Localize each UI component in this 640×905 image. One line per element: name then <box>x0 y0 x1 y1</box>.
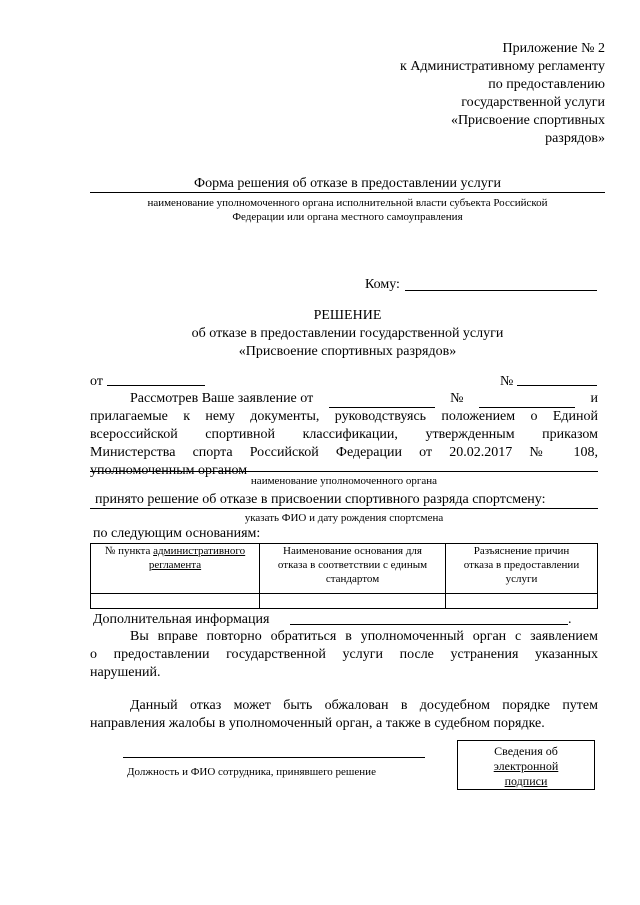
col2-line: Наименование основания для <box>283 545 422 557</box>
table-row <box>91 594 598 609</box>
decision-subtitle: «Присвоение спортивных разрядов» <box>238 344 457 359</box>
appendix-line: Приложение № 2 <box>502 41 605 56</box>
authority-caption-line: Федерации или органа местного самоуправления <box>232 211 463 223</box>
appendix-line: по предоставлению <box>488 77 605 92</box>
decision-subtitle: об отказе в предоставлении государственной услуги <box>191 326 504 341</box>
athlete-line[interactable] <box>90 508 598 509</box>
table-cell[interactable] <box>91 594 260 609</box>
decision-line: принято решение об отказе в присвоении спортивного разряда спортсмену: <box>95 492 546 507</box>
col1-prefix: № пункта <box>104 545 154 557</box>
appeal-paragraph <box>90 697 598 733</box>
reapply-line: Вы вправе повторно обратиться в уполномоченный орган с заявлением <box>130 629 598 644</box>
recipient-field[interactable] <box>405 290 597 291</box>
body-paragraph <box>90 390 598 480</box>
esign-line: Сведения об <box>494 744 558 758</box>
signature-line[interactable] <box>123 757 425 758</box>
date-label: от <box>90 374 103 389</box>
body-text: № <box>450 391 464 406</box>
col2-line: стандартом <box>325 573 380 585</box>
body-text: и <box>590 391 598 406</box>
application-number-field[interactable] <box>479 394 575 408</box>
decision-title: РЕШЕНИЕ <box>313 308 382 323</box>
col3-line: услуги <box>505 573 538 585</box>
table-header-row <box>91 544 598 594</box>
signature-caption: Должность и ФИО сотрудника, принявшего решение <box>127 766 376 778</box>
body-line-1 <box>90 390 598 408</box>
authority-name-line[interactable] <box>90 471 598 472</box>
table-cell[interactable] <box>446 594 598 609</box>
decision-title-block <box>90 307 605 361</box>
reapply-line: нарушений. <box>90 665 161 680</box>
reapply-line: о предоставлении государственной услуги после устранения указанных <box>90 647 598 662</box>
table-header-cell <box>260 544 446 594</box>
body-line: уполномоченным органом <box>90 463 248 478</box>
number-field[interactable] <box>517 385 597 386</box>
col1-line2[interactable]: регламента <box>148 559 202 571</box>
appendix-line: к Административному регламенту <box>400 59 605 74</box>
authority-caption-line: наименование уполномоченного органа исполнительной власти субъекта Российской <box>147 197 548 209</box>
grounds-label: по следующим основаниям: <box>93 526 261 541</box>
form-title: Форма решения об отказе в предоставлении услуги <box>194 176 501 191</box>
grounds-table <box>90 543 598 609</box>
esign-line: подписи <box>504 774 548 788</box>
table-cell[interactable] <box>260 594 446 609</box>
reapply-paragraph <box>90 628 598 682</box>
authority-caption <box>90 196 605 224</box>
appeal-line: Данный отказ может быть обжалован в досудебном порядке путем <box>130 698 598 713</box>
appendix-line: «Присвоение спортивных <box>450 113 605 128</box>
appeal-line: направления жалобы в уполномоченный орган, а также в судебном порядке. <box>90 716 545 731</box>
additional-info-end: . <box>568 612 572 627</box>
date-field[interactable] <box>107 385 205 386</box>
authority-underline <box>90 192 605 193</box>
esign-box <box>457 740 595 790</box>
esign-line: электронной <box>493 759 559 773</box>
appendix-line: разрядов» <box>545 131 605 146</box>
authority-name-caption: наименование уполномоченного органа <box>250 475 438 487</box>
col3-line: Разъяснение причин <box>473 545 570 557</box>
col3-line: отказа в предоставлении <box>463 559 580 571</box>
application-date-field[interactable] <box>329 394 435 408</box>
additional-info-label: Дополнительная информация <box>93 612 270 627</box>
col1-link[interactable]: административного <box>153 545 246 557</box>
body-line: всероссийской спортивной классификации, утвержденным приказом <box>90 427 598 442</box>
athlete-caption: указать ФИО и дату рождения спортсмена <box>244 512 444 524</box>
body-line: прилагаемые к нему документы, руководствуясь положением о Единой <box>90 409 598 424</box>
to-label: Кому: <box>365 277 400 292</box>
appendix-line: государственной услуги <box>461 95 605 110</box>
table-header-cell <box>91 544 260 594</box>
number-label: № <box>500 374 514 389</box>
col2-line: отказа в соответствии с единым <box>277 559 428 571</box>
body-line: Министерства спорта Российской Федерации от 20.02.2017 № 108, <box>90 445 598 460</box>
appendix-block <box>300 40 605 148</box>
body-text: Рассмотрев Ваше заявление от <box>130 391 314 406</box>
table-header-cell <box>446 544 598 594</box>
additional-info-field[interactable] <box>290 624 568 625</box>
